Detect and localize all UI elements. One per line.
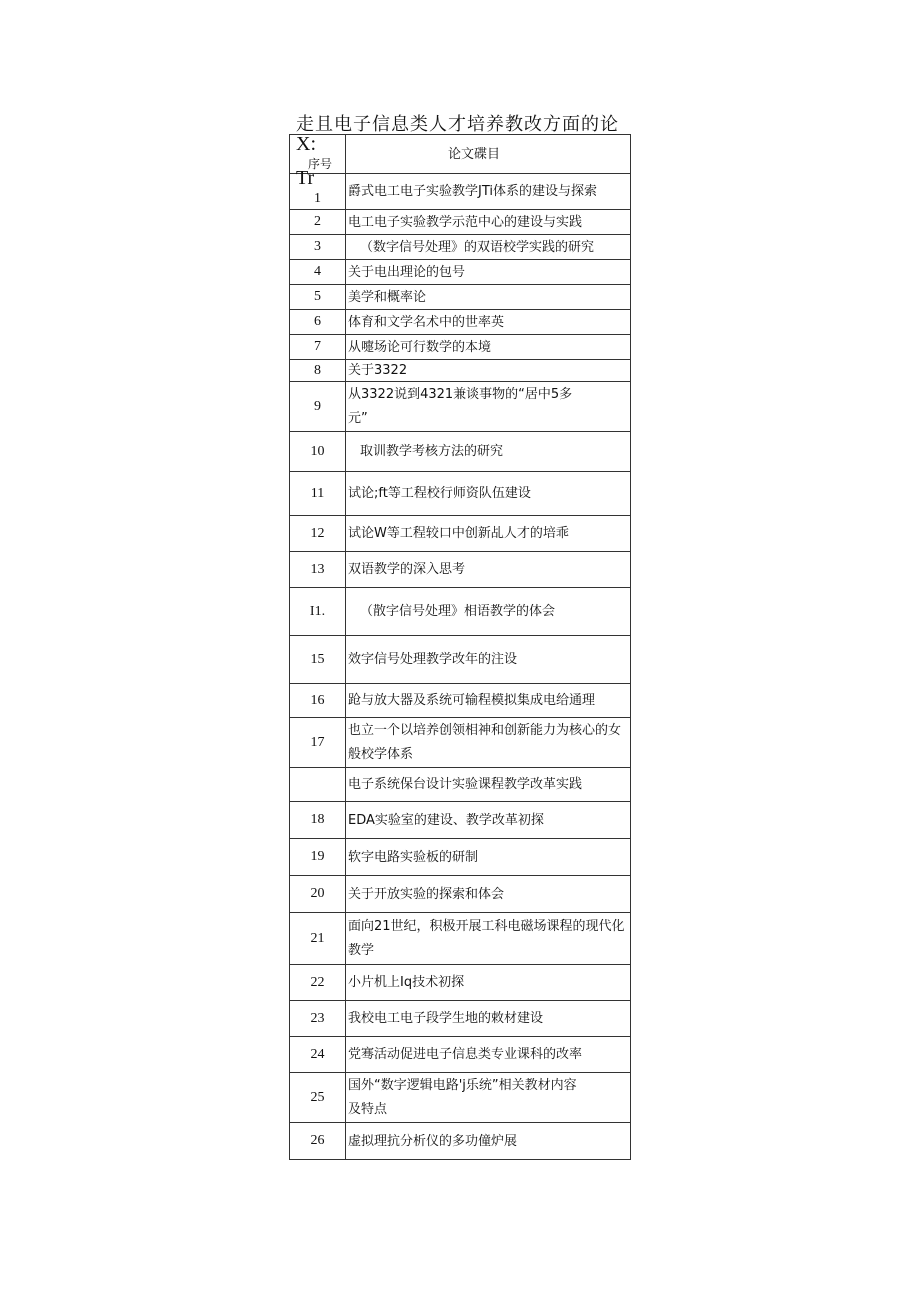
row-title-line2: 元” <box>348 410 368 426</box>
table-header-row <box>289 134 631 174</box>
row-number: I1. <box>290 588 346 635</box>
table-row <box>289 310 631 335</box>
table-row <box>289 472 631 516</box>
row-title: 取训教学考核方法的研究 <box>360 444 504 459</box>
row-title: 试论W等工程较口中创新乩人才的培乖 <box>348 526 569 541</box>
row-title: EDA实验室的建设、教学改革初探 <box>348 812 544 828</box>
row-title <box>346 1073 630 1122</box>
header-num-extra: Tr <box>296 167 315 189</box>
table-row <box>289 839 631 876</box>
paper-table <box>289 134 631 1160</box>
row-title: 电子系统保台设计实验课程教学改革实践 <box>348 777 583 792</box>
row-title: 爵式电工电子实验教学JTi体系的建设与探索 <box>348 184 597 199</box>
table-row <box>289 588 631 636</box>
header-num-label: 序号 <box>308 157 333 171</box>
row-number: 8 <box>290 360 346 381</box>
row-number: 20 <box>290 876 346 912</box>
row-title: 关于3322 <box>348 363 408 378</box>
table-row <box>289 335 631 360</box>
table-row <box>289 432 631 472</box>
row-title: 效字信号处理教学改年的注设 <box>348 652 518 667</box>
row-title-line1: 也立一个以培养创领相神和创新能力为核心的女 <box>348 722 622 738</box>
table-row <box>289 965 631 1001</box>
row-title-line2: 般校学体系 <box>348 746 414 762</box>
row-number: 15 <box>290 636 346 683</box>
row-title: （散字信号处理》相语教学的体会 <box>360 604 556 619</box>
row-number-text: 1 <box>314 191 321 206</box>
row-title: 跄与放大器及系统可输程模拟集成电给通理 <box>348 693 596 708</box>
row-number <box>290 768 346 801</box>
row-number: 23 <box>290 1001 346 1036</box>
row-title-line1: 国外“数字逻辑电路'j乐统”相关教材内容 <box>348 1077 577 1093</box>
row-title: 电工电子实验教学示范中心的建设与实践 <box>348 214 583 230</box>
row-number: 25 <box>290 1073 346 1122</box>
table-row <box>289 718 631 768</box>
row-number: 9 <box>290 382 346 431</box>
table-row <box>289 913 631 965</box>
row-number: 10 <box>290 432 346 471</box>
table-row <box>289 768 631 802</box>
row-title: 党骞活动促进电子信息类专业课科的改率 <box>348 1047 583 1062</box>
header-title-cell: 论文碟目 <box>447 146 500 162</box>
table-row <box>289 360 631 382</box>
row-title: 双语教学的深入思考 <box>348 562 466 577</box>
table-row <box>289 552 631 588</box>
row-number: 16 <box>290 684 346 717</box>
row-number: 19 <box>290 839 346 875</box>
row-title: 软字电路实验板的研制 <box>348 849 479 865</box>
row-title <box>346 913 630 964</box>
table-row <box>289 1001 631 1037</box>
row-number <box>290 167 346 209</box>
table-row <box>289 210 631 235</box>
table-row <box>289 636 631 684</box>
row-title: 我校电工电子段学生地的敕材建设 <box>348 1011 544 1026</box>
row-title: 从嚏场论可行数学的本境 <box>348 339 492 355</box>
table-row <box>289 684 631 718</box>
row-number: 13 <box>290 552 346 587</box>
row-number: 7 <box>290 335 346 359</box>
row-number: 11 <box>290 472 346 515</box>
row-title: 虚拟理抗分析仪的多功僮炉展 <box>348 1133 518 1149</box>
table-row <box>289 1073 631 1123</box>
table-row <box>289 285 631 310</box>
row-title: 小片机上Iq技术初探 <box>348 975 465 990</box>
row-title: 试论;ft等工程校行师资队伍建设 <box>348 486 531 501</box>
table-row <box>289 802 631 839</box>
row-number: 3 <box>290 235 346 259</box>
row-title <box>346 718 630 767</box>
row-title: 体育和文学名术中的世率英 <box>348 314 505 330</box>
row-title-line2: 教学 <box>348 942 375 958</box>
row-number: 17 <box>290 718 346 767</box>
row-title: 关于电出理论的包号 <box>348 264 466 280</box>
table-row <box>289 167 631 210</box>
row-title <box>346 382 630 431</box>
row-title: 关于开放实验的探索和体会 <box>348 886 505 902</box>
row-number: 22 <box>290 965 346 1000</box>
row-number: 18 <box>290 802 346 838</box>
table-row <box>289 382 631 432</box>
row-number: 24 <box>290 1037 346 1072</box>
row-number: 21 <box>290 913 346 964</box>
row-title: （数字信号处理》的双语校学实践的研究 <box>360 239 595 255</box>
row-title: 美学和概率论 <box>348 289 427 305</box>
table-row <box>289 260 631 285</box>
row-title-line1: 从3322说到4321兼谈事物的“居中5多 <box>348 386 573 402</box>
row-number: 6 <box>290 310 346 334</box>
row-number: 5 <box>290 285 346 309</box>
table-row <box>289 1123 631 1160</box>
table-row <box>289 235 631 260</box>
row-title-line2: 及特点 <box>348 1101 388 1117</box>
row-number: 12 <box>290 516 346 551</box>
row-number: 4 <box>290 260 346 284</box>
table-row <box>289 876 631 913</box>
row-number: 2 <box>290 210 346 234</box>
document-title: 走且电子信息类人才培养教改方面的论 <box>296 114 619 135</box>
row-number: 26 <box>290 1123 346 1159</box>
table-row <box>289 516 631 552</box>
row-title-line1: 面向21世纪，积极开展工科电磁场课程的现代化 <box>348 918 625 934</box>
header-num-mark: X: <box>296 133 316 155</box>
table-row <box>289 1037 631 1073</box>
